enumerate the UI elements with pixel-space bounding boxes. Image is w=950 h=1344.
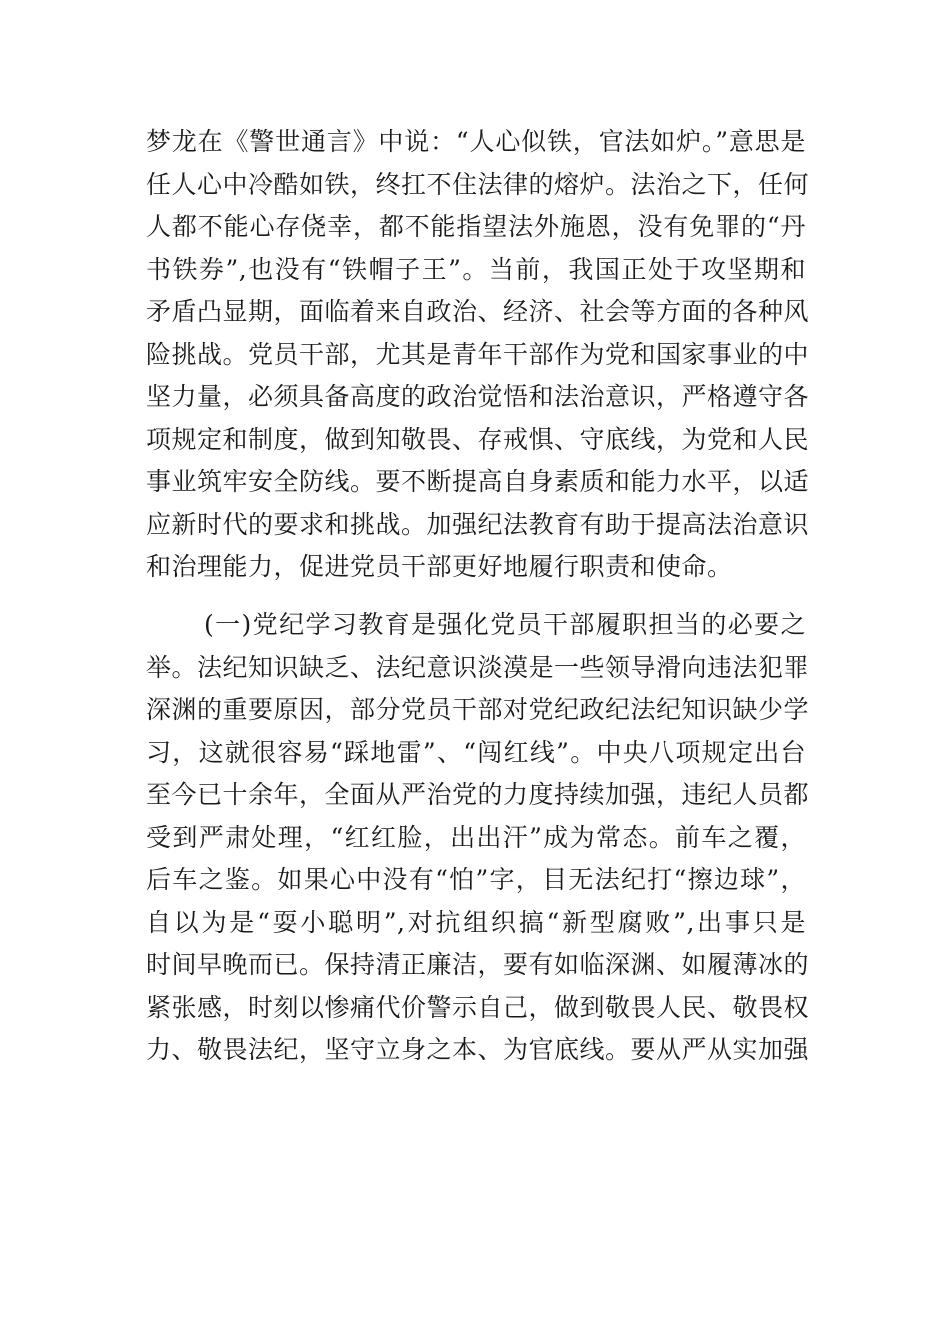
text-line: 力、敬畏法纪，坚守立身之本、为官底线。要从严从实加强 [146,1035,810,1064]
paragraph-1 [146,121,810,589]
text-line: 受到严肃处理，“红红脸，出出汗”成为常态。前车之覆， [146,822,806,852]
text-line: 险挑战。党员干部，尤其是青年干部作为党和国家事业的中 [146,339,810,369]
section-heading-line: (一)党纪学习教育是强化党员干部履职担当的必要之 [204,610,806,639]
text-line: 至今已十余年，全面从严治党的力度持续加强，违纪人员都 [146,780,810,809]
text-line: 坚力量，必须具备高度的政治觉悟和法治意识，严格遵守各 [146,382,810,411]
paragraph-2 [146,604,810,1072]
text-line: 紧张感，时刻以惨痛代价警示自己，做到敬畏人民、敬畏权 [146,992,810,1022]
text-line: 书铁券”,也没有“铁帽子王”。当前，我国正处于攻坚期和 [146,254,806,284]
text-line: 时间早晚而已。保持清正廉洁，要有如临深渊、如履薄冰的 [146,950,810,979]
text-line: 矛盾凸显期，面临着来自政治、经济、社会等方面的各种风 [146,297,810,326]
text-line: 深渊的重要原因，部分党员干部对党纪政纪法纪知识缺少学 [146,695,810,724]
text-line: 后车之鉴。如果心中没有“怕”字，目无法纪打“擦边球”， [146,865,806,894]
text-line: 项规定和制度，做到知敬畏、存戒惧、守底线，为党和人民 [146,424,810,454]
text-line: 人都不能心存侥幸，都不能指望法外施恩，没有免罪的“丹 [146,212,806,241]
text-line: 习，这就很容易“踩地雷”、“闯红线”。中央八项规定出台 [146,737,806,767]
text-line: 自以为是“耍小聪明”,对抗组织搞“新型腐败”,出事只是 [146,907,806,937]
text-line: 应新时代的要求和挑战。加强纪法教育有助于提高法治意识 [146,509,810,539]
text-line: 事业筑牢安全防线。要不断提高自身素质和能力水平，以适 [146,467,810,496]
text-line: 任人心中冷酷如铁，终扛不住法律的熔炉。法治之下，任何 [146,169,810,199]
text-line: 举。法纪知识缺乏、法纪意识淡漠是一些领导滑向违法犯罪 [146,652,810,682]
text-line: 和治理能力，促进党员干部更好地履行职责和使命。 [146,552,733,581]
text-line: 梦龙在《警世通言》中说：“人心似铁，官法如炉。”意思是 [146,127,806,156]
